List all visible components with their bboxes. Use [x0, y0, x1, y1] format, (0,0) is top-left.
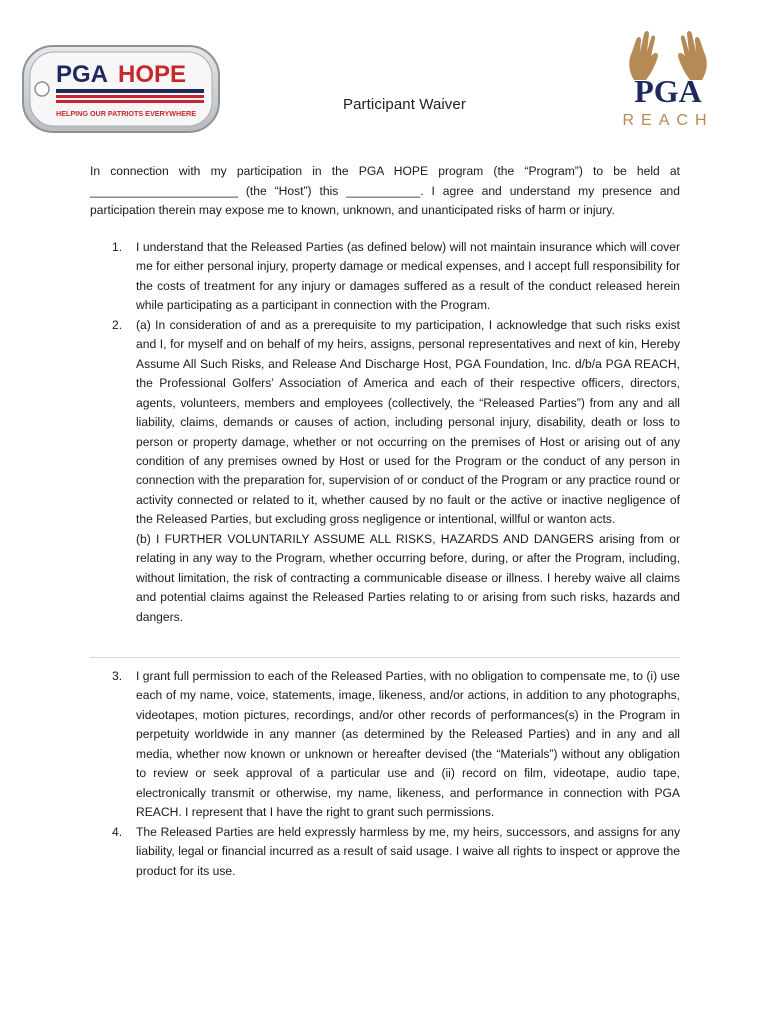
- clause-number: 1.: [112, 240, 123, 254]
- waiver-clauses-part-2: [90, 667, 680, 881]
- pga-reach-logo-reach: REACH: [622, 112, 714, 129]
- pga-hope-logo: [22, 45, 220, 133]
- intro-paragraph: [90, 162, 680, 221]
- page-divider: [90, 657, 680, 658]
- clause-2: [90, 316, 680, 627]
- pga-hope-logo-hope: HOPE: [118, 61, 187, 88]
- pga-hope-logo-tagline: HELPING OUR PATRIOTS EVERYWHERE: [56, 109, 197, 118]
- clause-4: [90, 823, 680, 881]
- document-title: Participant Waiver: [343, 96, 466, 113]
- pga-reach-logo: [598, 10, 738, 130]
- clause-3: [90, 667, 680, 823]
- clause-text-a: (a) In consideration of and as a prerequisite to my participation, I acknowledge that such risks exist and I, for myself and on behalf of my heirs, assigns, personal representatives and next of kin, Hereby Assume All Such Risks, and Release And Discharge Host, PGA Foundation, Inc. d/b/a PGA REACH, the Professional Golfers’ Association of America and each of their respective officers, directors, agents, volunteers, members and employees (collectively, the “Released Parties”) from any and all liability, claims, demands or causes of action, including personal injury, disability, death or loss to person or property damage, whether or not occurring on the premises of Host or arising out of any condition of any premises owned by Host or used for the Program or the conduct of any person in connection with the preparation for, supervision of or conduct of the Program or any practice round or activity connected or related to it, whether caused by no fault or the active or inactive negligence of the Released Parties, but excluding gross negligence or intentional, willful or wanton acts.: [136, 317, 680, 527]
- clause-text: I understand that the Released Parties (as defined below) will not maintain insurance which will cover me for either personal injury, property damage or medical expenses, and I accept full responsibility for the costs of treatment for any injury or damages suffered as a result of the conduct released herein while participating as a participant in connection with the Program.: [136, 240, 680, 313]
- clause-text-b: (b) I FURTHER VOLUNTARILY ASSUME ALL RISKS, HAZARDS AND DANGERS arising from or relating in any way to the Program, whether occurring before, during, or after the Program, including, without limitation, the risk of contracting a communicable disease or illness. I hereby waive all claims and potential claims against the Released Parties relating to or arising from such risks, hazards and dangers.: [136, 531, 680, 624]
- clause-number: 2.: [112, 317, 123, 332]
- pga-reach-logo-pga: PGA: [634, 73, 702, 109]
- waiver-clauses-part-1: [90, 238, 680, 627]
- clause-text: The Released Parties are held expressly harmless by me, my heirs, successors, and assigns for any liability, legal or financial incurred as a result of said usage. I waive all rights to inspect or approve the product for its use.: [136, 824, 680, 878]
- clause-text: I grant full permission to each of the Released Parties, with no obligation to compensate me, to (i) use each of my name, voice, statements, image, likeness, and/or actions, in addition to any photographs, videotapes, motion pictures, recordings, and/or other records of performances(s) in the Program in perpetuity worldwide in any manner (as determined by the Released Parties) and in any and all media, whether now known or unknown or hereafter devised (the “Materials”) without any obligation to review or seek approval of a particular use and (ii) record on film, videotape, audio tape, electronically transmit or otherwise, my name, likeness, and performance in connection with PGA REACH. I represent that I have the right to grant such permissions.: [136, 669, 680, 820]
- clause-number: 3.: [112, 669, 123, 683]
- intro-text: In connection with my participation in the PGA HOPE program (the “Program”) to be held at ______________________ (the “Host”) this ___________. I agree and understand my presence and participation therein may expose me to known, unknown, and unanticipated risks of harm or injury.: [90, 164, 680, 217]
- clause-number: 4.: [112, 824, 123, 839]
- clause-1: [90, 238, 680, 316]
- pga-hope-logo-pga: PGA: [56, 61, 109, 88]
